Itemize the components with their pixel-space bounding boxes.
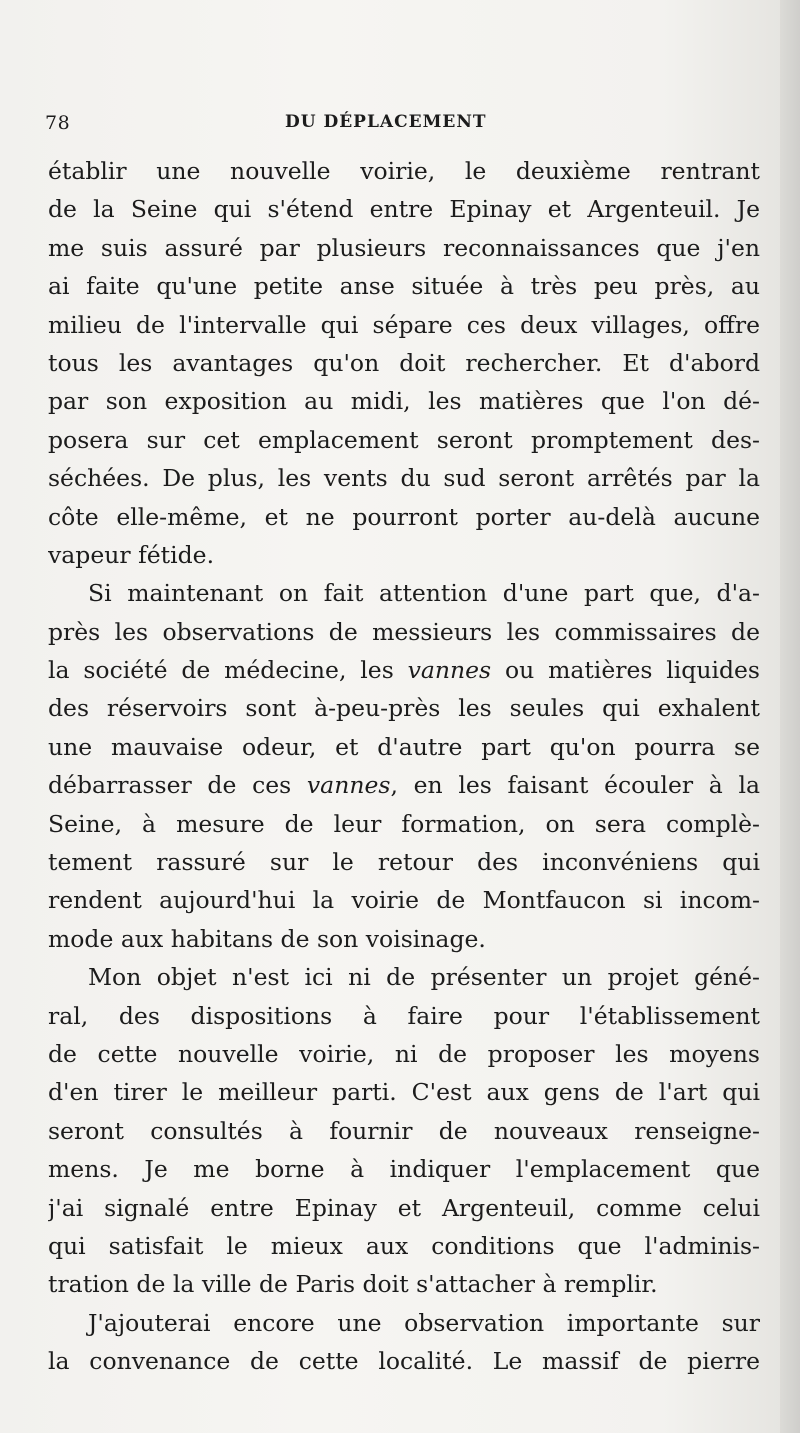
text-line: milieu de l'intervalle qui sépare ces deux villages, offre: [48, 310, 760, 339]
body-text: [48, 152, 760, 1381]
text-line: de cette nouvelle voirie, ni de proposer les moyens: [48, 1039, 760, 1068]
text-line: J'ajouterai encore une observation importante sur: [88, 1308, 760, 1337]
text-line: Si maintenant on fait attention d'une part que, d'a-: [88, 579, 760, 608]
text-line: seront consultés à fournir de nouveaux renseigne-: [48, 1116, 760, 1145]
text-line: une mauvaise odeur, et d'autre part qu'on pourra se: [48, 732, 760, 761]
text-line: rendent aujourd'hui la voirie de Montfaucon si incom-: [48, 886, 760, 915]
text-line: posera sur cet emplacement seront promptement des-: [48, 425, 760, 454]
text-line: débarrasser de ces vannes, en les faisant écouler à la: [48, 771, 760, 800]
text-line: mode aux habitans de son voisinage.: [48, 924, 486, 953]
text-line: tement rassuré sur le retour des inconvéniens qui: [48, 848, 760, 877]
text-line: me suis assuré par plusieurs reconnaissances que j'en: [48, 233, 760, 262]
text-line: Seine, à mesure de leur formation, on sera complè-: [48, 809, 760, 838]
text-line: côte elle-même, et ne pourront porter au-delà aucune: [48, 502, 760, 531]
text-line: ai faite qu'une petite anse située à très peu près, au: [48, 272, 760, 301]
text-line: la convenance de cette localité. Le massif de pierre: [48, 1347, 760, 1376]
text-line: Mon objet n'est ici ni de présenter un projet géné-: [88, 963, 760, 992]
text-line: par son exposition au midi, les matières que l'on dé-: [48, 387, 760, 416]
text-line: tous les avantages qu'on doit rechercher. Et d'abord: [48, 348, 760, 377]
text-line: j'ai signalé entre Epinay et Argenteuil, comme celui: [48, 1193, 760, 1222]
text-line: vapeur fétide.: [48, 540, 215, 569]
text-line: ral, des dispositions à faire pour l'établissement: [48, 1001, 760, 1030]
page-edge: [780, 0, 800, 1433]
text-line: établir une nouvelle voirie, le deuxième rentrant: [48, 157, 760, 185]
running-head: DU DÉPLACEMENT: [285, 112, 487, 132]
text-line: près les observations de messieurs les commissaires de: [48, 617, 760, 646]
text-line: séchées. De plus, les vents du sud seront arrêtés par la: [48, 464, 760, 493]
text-line: la société de médecine, les vannes ou matières liquides: [48, 656, 760, 685]
text-line: qui satisfait le mieux aux conditions que l'adminis-: [48, 1231, 760, 1260]
text-line: mens. Je me borne à indiquer l'emplacement que: [48, 1155, 760, 1184]
text-line: tration de la ville de Paris doit s'attacher à remplir.: [48, 1270, 658, 1299]
page-number: 78: [45, 112, 71, 134]
text-line: de la Seine qui s'étend entre Epinay et Argenteuil. Je: [48, 195, 760, 224]
page-header: [45, 112, 760, 142]
text-line: d'en tirer le meilleur parti. C'est aux gens de l'art qui: [48, 1078, 760, 1107]
text-line: des réservoirs sont à-peu-près les seules qui exhalent: [48, 694, 760, 723]
